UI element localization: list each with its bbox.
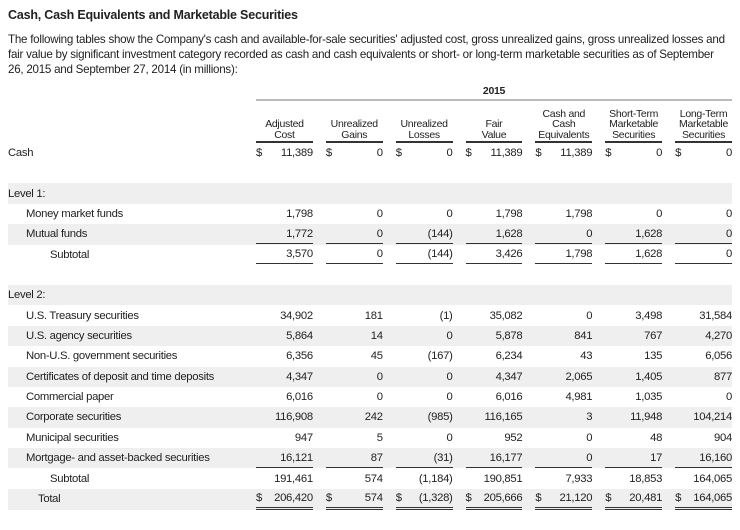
cell-value: 18,853 (629, 472, 663, 485)
value-cell (535, 429, 592, 447)
cell-value: 1,628 (495, 227, 523, 240)
value-cell (256, 368, 313, 386)
cell-value: 206,420 (274, 491, 313, 504)
cell-value: 0 (726, 248, 732, 261)
value-cell (675, 327, 732, 345)
cell-value: 2,065 (565, 370, 593, 383)
row-label: Subtotal (50, 472, 90, 485)
row-label: Total (8, 489, 243, 510)
cell-value: 21,120 (559, 491, 593, 504)
dollar-sign: $ (605, 491, 612, 504)
value-cell (675, 470, 732, 488)
table-row (8, 224, 732, 244)
value-cell (605, 449, 662, 468)
row-label: Non-U.S. government securities (26, 350, 178, 363)
dollar-sign: $ (535, 147, 542, 160)
value-cell (535, 489, 592, 510)
value-cell (256, 408, 313, 426)
cell-value: 5 (376, 431, 383, 444)
table-row (8, 346, 732, 366)
cell-value: 767 (644, 329, 663, 342)
cell-value: (167) (427, 350, 453, 363)
value-cell (326, 388, 383, 406)
value-cell (466, 388, 523, 406)
column-header-line: Securities (681, 128, 726, 141)
table-row (8, 204, 732, 224)
value-cell (326, 225, 383, 244)
row-label: Level 2: (8, 285, 243, 305)
cell-value: 1,035 (635, 391, 663, 404)
column-header-row (8, 101, 732, 143)
cell-value: 35,082 (489, 309, 523, 322)
cell-value: 1,628 (635, 248, 663, 261)
value-cell (466, 144, 523, 162)
value-cell (535, 388, 592, 406)
value-cell (466, 347, 523, 365)
cell-value: 4,270 (705, 329, 732, 342)
table-row (8, 326, 732, 346)
value-cell (256, 489, 313, 510)
cell-value: 1,798 (286, 207, 313, 220)
column-header (605, 109, 662, 144)
value-cell (675, 347, 732, 365)
cell-value: 952 (504, 431, 523, 444)
cell-value: (985) (427, 411, 453, 424)
table-row (8, 367, 732, 387)
cell-value: 11,389 (490, 147, 523, 160)
value-cell (466, 429, 523, 447)
value-cell (466, 470, 523, 488)
cell-value: 104,214 (693, 411, 732, 424)
value-cell (535, 327, 592, 345)
value-cell (326, 327, 383, 345)
value-cell (605, 470, 662, 488)
cell-value: 116,165 (484, 411, 523, 424)
row-label: U.S. agency securities (8, 326, 243, 346)
cell-value: 20,481 (629, 491, 663, 504)
value-cell (326, 347, 383, 365)
value-cell (256, 347, 313, 365)
cell-value: 6,356 (286, 350, 313, 363)
cell-value: 116,908 (274, 411, 313, 424)
column-header-line: Marketable (609, 118, 659, 130)
cell-value: 0 (586, 227, 593, 240)
cell-value: 0 (446, 329, 453, 342)
cell-value: 3,426 (495, 248, 523, 261)
cell-value: 0 (726, 207, 732, 220)
section-heading-row (8, 183, 732, 203)
year-header-row (8, 85, 732, 101)
cell-value: 4,981 (565, 391, 593, 404)
value-cell (535, 245, 592, 264)
column-header-line: Losses (408, 128, 440, 141)
cell-value: 14 (370, 329, 383, 342)
cell-value: 45 (370, 350, 383, 363)
table-row (8, 245, 732, 265)
value-cell (396, 327, 453, 345)
value-cell (466, 449, 523, 468)
cell-value: (1) (439, 309, 453, 322)
row-label: Corporate securities (8, 407, 243, 427)
value-cell (466, 307, 523, 325)
cell-value: 17 (650, 451, 663, 464)
column-header-line: Value (481, 128, 507, 141)
cell-value: 574 (364, 491, 383, 504)
cell-value: 0 (726, 147, 732, 160)
row-label: Subtotal (50, 248, 90, 261)
cell-value: (31) (433, 451, 453, 464)
cell-value: 0 (446, 207, 453, 220)
dollar-sign: $ (395, 491, 402, 504)
table-row (8, 428, 732, 448)
value-cell (535, 144, 592, 162)
value-cell (605, 144, 662, 162)
row-label: Mortgage- and asset-backed securities (8, 448, 243, 468)
value-cell (256, 327, 313, 345)
cell-value: 34,902 (280, 309, 313, 322)
cell-value: 11,389 (560, 147, 593, 160)
cell-value: 3,498 (635, 309, 663, 322)
cell-value: 16,160 (699, 451, 732, 464)
cell-value: (144) (427, 227, 453, 240)
cell-value: 0 (446, 370, 453, 383)
value-cell (396, 225, 453, 244)
cell-value: 0 (376, 147, 383, 160)
cell-value: 0 (726, 391, 732, 404)
dollar-sign: $ (605, 147, 612, 160)
value-cell (605, 327, 662, 345)
dollar-sign: $ (256, 491, 262, 504)
cell-value: 190,851 (483, 472, 523, 485)
cell-value: 0 (446, 391, 453, 404)
cell-value: 0 (586, 431, 593, 444)
spacer-row (8, 265, 732, 285)
dollar-sign: $ (465, 147, 472, 160)
cell-value: 1,628 (635, 227, 663, 240)
value-cell (326, 470, 383, 488)
cell-value: 3 (586, 411, 593, 424)
cell-value: 7,933 (565, 472, 593, 485)
column-header-line: Cash (552, 118, 576, 130)
value-cell (396, 489, 453, 510)
value-cell (326, 449, 383, 468)
cell-value: 0 (446, 147, 453, 160)
value-cell (675, 408, 732, 426)
intro-paragraph: The following tables show the Company's cash and available-for-sale securities' adjusted cost, gross unrealized gains, gross unrealized losses and fair value by significant investment category recorded as cash and cash equivalents or short- or long-term marketable securities as of September 26, 2015 and September 27, 2014 (in millions): (8, 33, 725, 76)
cell-value: 164,065 (693, 491, 732, 504)
row-label: Cash (8, 147, 34, 160)
value-cell (466, 225, 523, 244)
value-cell (396, 368, 453, 386)
value-cell (605, 429, 662, 447)
section-title: Cash, Cash Equivalents and Marketable Securities (8, 8, 298, 22)
value-cell (605, 388, 662, 406)
cell-value: 574 (364, 472, 383, 485)
cell-value: 6,016 (286, 391, 313, 404)
value-cell (675, 245, 732, 264)
cell-value: 904 (714, 431, 732, 444)
value-cell (466, 368, 523, 386)
value-cell (326, 429, 383, 447)
column-header (535, 109, 592, 144)
value-cell (605, 489, 662, 510)
cell-value: 0 (446, 431, 453, 444)
row-label: Certificates of deposit and time deposits (8, 367, 243, 387)
column-header-line: Unrealized (330, 118, 378, 130)
value-cell (675, 144, 732, 162)
dollar-sign: $ (325, 147, 332, 160)
cell-value: (1,328) (418, 491, 453, 504)
column-header-line: Long-Term (679, 107, 728, 120)
value-cell (256, 144, 313, 162)
cell-value: 6,234 (495, 350, 523, 363)
dollar-sign: $ (535, 491, 542, 504)
value-cell (675, 388, 732, 406)
dollar-sign: $ (675, 147, 682, 160)
value-cell (535, 205, 592, 223)
value-cell (675, 449, 732, 468)
column-header-line: Equivalents (538, 128, 590, 141)
cell-value: 205,666 (483, 491, 523, 504)
cell-value: 191,461 (274, 472, 313, 485)
table-row (8, 448, 732, 468)
table-row (8, 468, 732, 488)
cell-value: 1,405 (635, 370, 663, 383)
value-cell (535, 368, 592, 386)
column-header (396, 119, 453, 143)
value-cell (605, 245, 662, 264)
table-row (8, 143, 732, 163)
cell-value: 48 (650, 431, 663, 444)
dollar-sign: $ (465, 491, 472, 504)
value-cell (675, 225, 732, 244)
cell-value: 1,798 (565, 207, 593, 220)
dollar-sign: $ (325, 491, 332, 504)
value-cell (396, 449, 453, 468)
value-cell (605, 225, 662, 244)
value-cell (256, 470, 313, 488)
value-cell (535, 408, 592, 426)
row-label: Money market funds (26, 207, 123, 220)
table-row (8, 407, 732, 427)
column-header-line: Cash and (542, 107, 586, 120)
cell-value: 242 (364, 411, 383, 424)
value-cell (396, 429, 453, 447)
value-cell (256, 449, 313, 468)
value-cell (256, 388, 313, 406)
value-cell (535, 225, 592, 244)
cell-value: 6,016 (495, 391, 523, 404)
section-heading-row (8, 285, 732, 305)
value-cell (326, 408, 383, 426)
column-header-line: Fair (485, 118, 503, 130)
value-cell (396, 307, 453, 325)
value-cell (256, 245, 313, 264)
cell-value: 31,584 (699, 309, 732, 322)
row-label: Municipal securities (26, 431, 119, 444)
row-label: Mutual funds (8, 224, 243, 244)
securities-table (8, 85, 732, 510)
value-cell (675, 205, 732, 223)
cell-value: 16,121 (280, 451, 313, 464)
cell-value: 0 (376, 391, 383, 404)
cell-value: 181 (364, 309, 383, 322)
cell-value: 0 (656, 147, 663, 160)
cell-value: 164,065 (693, 472, 732, 485)
value-cell (605, 368, 662, 386)
cell-value: 0 (656, 207, 663, 220)
cell-value: 1,798 (565, 248, 593, 261)
table-row (8, 387, 732, 407)
table-row (8, 305, 732, 325)
column-header-line: Gains (341, 128, 368, 141)
cell-value: 5,864 (286, 329, 313, 342)
value-cell (675, 489, 732, 510)
value-cell (605, 307, 662, 325)
value-cell (535, 449, 592, 468)
cell-value: 0 (376, 370, 383, 383)
value-cell (396, 245, 453, 264)
column-header (326, 119, 383, 143)
cell-value: (144) (427, 248, 453, 261)
cell-value: 16,177 (489, 451, 523, 464)
value-cell (535, 307, 592, 325)
value-cell (466, 327, 523, 345)
value-cell (535, 347, 592, 365)
value-cell (675, 429, 732, 447)
cell-value: 841 (574, 329, 593, 342)
value-cell (605, 408, 662, 426)
value-cell (256, 307, 313, 325)
table-row (8, 489, 732, 510)
cell-value: 87 (370, 451, 383, 464)
column-header-line: Adjusted (265, 118, 304, 130)
cell-value: 4,347 (495, 370, 523, 383)
value-cell (605, 205, 662, 223)
value-cell (256, 225, 313, 244)
value-cell (326, 205, 383, 223)
column-header-line: Securities (612, 128, 656, 141)
cell-value: 11,389 (280, 147, 313, 160)
cell-value: 0 (586, 309, 593, 322)
cell-value: 0 (376, 207, 383, 220)
column-header-line: Cost (274, 128, 295, 141)
value-cell (675, 368, 732, 386)
value-cell (326, 144, 383, 162)
cell-value: 135 (644, 350, 663, 363)
value-cell (396, 388, 453, 406)
row-label: Commercial paper (26, 391, 114, 404)
value-cell (326, 489, 383, 510)
spacer-row (8, 163, 732, 183)
column-header-line: Unrealized (400, 118, 448, 130)
cell-value: 5,878 (495, 329, 523, 342)
value-cell (535, 470, 592, 488)
column-header (675, 109, 732, 144)
column-header (466, 119, 523, 143)
value-cell (396, 347, 453, 365)
column-header-line: Marketable (679, 118, 728, 130)
value-cell (396, 408, 453, 426)
value-cell (396, 470, 453, 488)
cell-value: 0 (376, 248, 383, 261)
cell-value: 947 (294, 431, 313, 444)
value-cell (466, 408, 523, 426)
cell-value: 0 (586, 451, 593, 464)
value-cell (466, 245, 523, 264)
cell-value: 0 (726, 227, 732, 240)
cell-value: 1,772 (286, 227, 313, 240)
value-cell (396, 205, 453, 223)
value-cell (605, 347, 662, 365)
cell-value: 6,056 (705, 350, 732, 363)
cell-value: 3,570 (286, 248, 313, 261)
column-header (256, 119, 313, 143)
value-cell (256, 205, 313, 223)
value-cell (466, 489, 523, 510)
cell-value: 43 (580, 350, 593, 363)
row-label: Level 1: (8, 183, 243, 203)
value-cell (256, 429, 313, 447)
cell-value: 0 (376, 227, 383, 240)
cell-value: 1,798 (495, 207, 523, 220)
cell-value: 4,347 (286, 370, 313, 383)
value-cell (326, 368, 383, 386)
cell-value: 11,948 (630, 411, 663, 424)
cell-value: 877 (714, 370, 732, 383)
dollar-sign: $ (675, 491, 682, 504)
column-header-line: Short-Term (609, 107, 659, 120)
row-label: U.S. Treasury securities (26, 309, 139, 322)
value-cell (396, 144, 453, 162)
dollar-sign: $ (256, 147, 262, 160)
cell-value: (1,184) (418, 472, 453, 485)
year-label: 2015 (256, 85, 732, 101)
value-cell (326, 307, 383, 325)
dollar-sign: $ (395, 147, 402, 160)
value-cell (675, 307, 732, 325)
value-cell (466, 205, 523, 223)
value-cell (326, 245, 383, 264)
